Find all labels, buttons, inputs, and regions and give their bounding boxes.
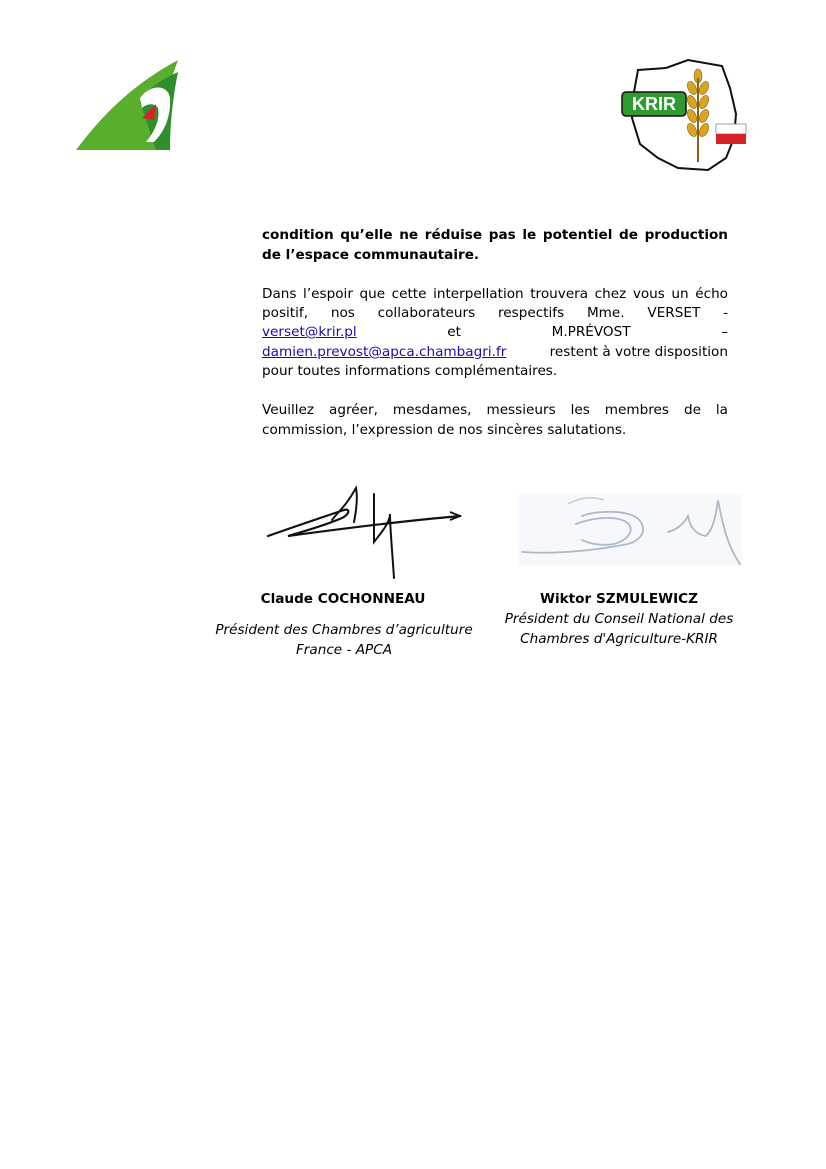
krir-logo-text: KRIR — [632, 94, 676, 114]
paragraph-salutation-line2: commission, l’expression de nos sincères salutations. — [262, 422, 627, 438]
paragraph-salutation-line1: Veuillez agréer, mesdames, messieurs les membres de la — [262, 402, 728, 418]
paragraph-contacts-line2: positif, nos collaborateurs respectifs Mme. VERSET - — [262, 305, 728, 321]
paragraph-contacts-line5: pour toutes informations complémentaires. — [262, 363, 558, 379]
krir-logo — [618, 58, 752, 174]
signatory-title-left: Président des Chambres d’agriculture France - APCA — [215, 622, 473, 658]
email-link-prevost[interactable]: damien.prevost@apca.chambagri.fr — [262, 344, 507, 360]
paragraph-contacts-line3: verset@krir.pl et M.PRÉVOST – — [262, 323, 728, 342]
paragraph-closing-condition-line2: de l’espace communautaire. — [262, 247, 480, 263]
signatory-name-right: Wiktor SZMULEWICZ — [539, 591, 698, 607]
email-link-verset[interactable]: verset@krir.pl — [262, 324, 357, 340]
paragraph-closing-condition-line1: condition qu’elle ne réduise pas le potentiel de production — [262, 227, 728, 243]
paragraph-contacts-line1: Dans l’espoir que cette interpellation trouvera chez vous un écho — [262, 286, 728, 302]
signatory-title-right: Président du Conseil National des Chambres d'Agriculture-KRIR — [504, 611, 734, 647]
signature-szmulewicz — [518, 494, 742, 566]
apca-logo — [70, 58, 186, 154]
signatory-name-left: Claude COCHONNEAU — [260, 591, 426, 607]
paragraph-contacts-line4: damien.prevost@apca.chambagri.fr restent à votre disposition — [262, 343, 728, 362]
signature-cochonneau — [262, 478, 466, 582]
